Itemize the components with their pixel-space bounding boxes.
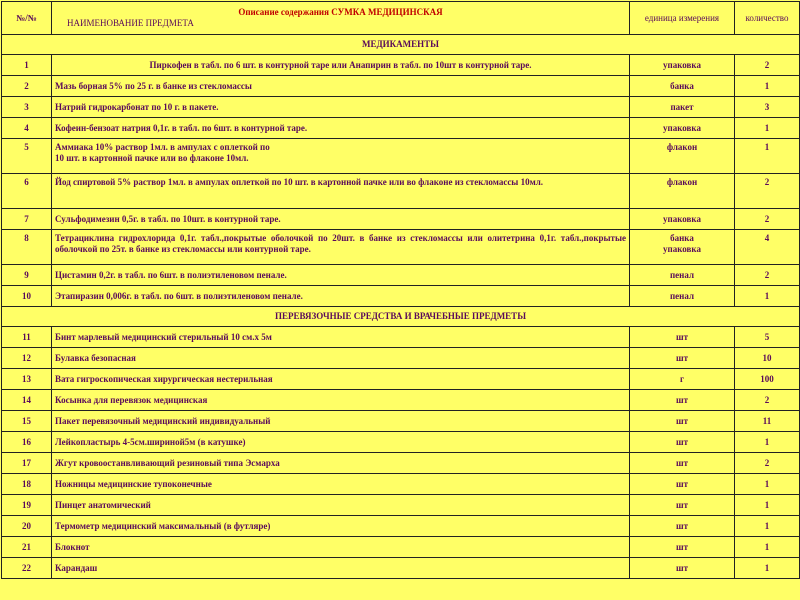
item-unit: банка bbox=[630, 76, 735, 97]
item-name: Косынка для перевязок медицинская bbox=[52, 390, 630, 411]
item-quantity: 1 bbox=[735, 118, 800, 139]
header-unit: единица измерения bbox=[630, 2, 735, 35]
item-name: Кофеин-бензоат натрия 0,1г. в табл. по 6шт. в контурной таре. bbox=[52, 118, 630, 139]
row-number: 4 bbox=[2, 118, 52, 139]
item-quantity: 1 bbox=[735, 558, 800, 579]
item-quantity: 2 bbox=[735, 453, 800, 474]
item-name: Сульфодимезин 0,5г. в табл. по 10шт. в контурной таре. bbox=[52, 209, 630, 230]
table-row bbox=[2, 174, 800, 209]
row-number: 16 bbox=[2, 432, 52, 453]
row-number: 21 bbox=[2, 537, 52, 558]
item-unit: шт bbox=[630, 558, 735, 579]
table-row bbox=[2, 558, 800, 579]
table-row bbox=[2, 327, 800, 348]
row-number: 20 bbox=[2, 516, 52, 537]
item-quantity: 1 bbox=[735, 432, 800, 453]
item-name: Йод спиртовой 5% раствор 1мл. в ампулах оплеткой по 10 шт. в картонной пачке или во флаконе из стекломассы 10мл. bbox=[52, 174, 630, 209]
item-unit: шт bbox=[630, 390, 735, 411]
item-name: Карандаш bbox=[52, 558, 630, 579]
header-qty: количество bbox=[735, 2, 800, 35]
item-unit: флакон bbox=[630, 174, 735, 209]
row-number: 18 bbox=[2, 474, 52, 495]
item-quantity: 10 bbox=[735, 348, 800, 369]
row-number: 14 bbox=[2, 390, 52, 411]
item-unit: шт bbox=[630, 474, 735, 495]
item-unit: шт bbox=[630, 537, 735, 558]
row-number: 1 bbox=[2, 55, 52, 76]
row-number: 13 bbox=[2, 369, 52, 390]
table-row bbox=[2, 97, 800, 118]
item-quantity: 2 bbox=[735, 265, 800, 286]
item-name: Пиркофен в табл. по 6 шт. в контурной таре или Анапирин в табл. по 10шт в контурной таре. bbox=[52, 55, 630, 76]
item-quantity: 2 bbox=[735, 390, 800, 411]
item-quantity: 2 bbox=[735, 209, 800, 230]
row-number: 10 bbox=[2, 286, 52, 307]
item-name: Бинт марлевый медицинский стерильный 10 см.х 5м bbox=[52, 327, 630, 348]
item-quantity: 1 bbox=[735, 474, 800, 495]
table-row bbox=[2, 369, 800, 390]
row-number: 9 bbox=[2, 265, 52, 286]
item-name: Аммиака 10% раствор 1мл. в ампулах с оплеткой по 10 шт. в картонной пачке или во флаконе 10мл. bbox=[52, 139, 630, 174]
table-row bbox=[2, 348, 800, 369]
item-unit: шт bbox=[630, 432, 735, 453]
section-row bbox=[2, 35, 800, 55]
item-name: Блокнот bbox=[52, 537, 630, 558]
item-unit: упаковка bbox=[630, 55, 735, 76]
item-name: Тетрациклина гидрохлорида 0,1г. табл.,покрытые оболочкой по 20шт. в банке из стекломассы или олитетрина 0,1г. табл.,покрытые оболочкой по 25т. в банке из стекломассы или контурной таре. bbox=[52, 230, 630, 265]
item-quantity: 1 bbox=[735, 537, 800, 558]
table-row bbox=[2, 55, 800, 76]
table-row bbox=[2, 390, 800, 411]
item-name: Цистамин 0,2г. в табл. по 6шт. в полиэтиленовом пенале. bbox=[52, 265, 630, 286]
table-row bbox=[2, 139, 800, 174]
item-quantity: 1 bbox=[735, 286, 800, 307]
table-row bbox=[2, 118, 800, 139]
table-row bbox=[2, 474, 800, 495]
item-name: Лейкопластырь 4-5см.шириной5м (в катушке) bbox=[52, 432, 630, 453]
table-row bbox=[2, 265, 800, 286]
table-row bbox=[2, 537, 800, 558]
item-quantity: 2 bbox=[735, 174, 800, 209]
item-quantity: 100 bbox=[735, 369, 800, 390]
item-quantity: 4 bbox=[735, 230, 800, 265]
table-header-row bbox=[2, 2, 800, 35]
row-number: 22 bbox=[2, 558, 52, 579]
row-number: 5 bbox=[2, 139, 52, 174]
table-row bbox=[2, 230, 800, 265]
table-row bbox=[2, 453, 800, 474]
item-name: Пинцет анатомический bbox=[52, 495, 630, 516]
item-name: Мазь борная 5% по 25 г. в банке из стекломассы bbox=[52, 76, 630, 97]
item-unit: шт bbox=[630, 495, 735, 516]
item-unit: банка упаковка bbox=[630, 230, 735, 265]
table-row bbox=[2, 286, 800, 307]
item-unit: упаковка bbox=[630, 209, 735, 230]
header-description-title: Описание содержания СУМКА МЕДИЦИНСКАЯ bbox=[238, 7, 443, 17]
header-name-caption: НАИМЕНОВАНИЕ ПРЕДМЕТА bbox=[67, 18, 194, 28]
row-number: 2 bbox=[2, 76, 52, 97]
item-quantity: 2 bbox=[735, 55, 800, 76]
item-quantity: 5 bbox=[735, 327, 800, 348]
item-unit: пенал bbox=[630, 265, 735, 286]
item-quantity: 1 bbox=[735, 495, 800, 516]
row-number: 15 bbox=[2, 411, 52, 432]
table-row bbox=[2, 411, 800, 432]
section-title: ПЕРЕВЯЗОЧНЫЕ СРЕДСТВА И ВРАЧЕБНЫЕ ПРЕДМЕТЫ bbox=[2, 307, 800, 327]
item-unit: шт bbox=[630, 327, 735, 348]
item-unit: шт bbox=[630, 348, 735, 369]
row-number: 8 bbox=[2, 230, 52, 265]
item-name: Жгут кровоостанвливающий резиновый типа Эсмарха bbox=[52, 453, 630, 474]
row-number: 19 bbox=[2, 495, 52, 516]
row-number: 3 bbox=[2, 97, 52, 118]
row-number: 11 bbox=[2, 327, 52, 348]
medical-bag-table bbox=[1, 1, 800, 579]
header-num: №/№ bbox=[2, 2, 52, 35]
item-quantity: 3 bbox=[735, 97, 800, 118]
item-unit: шт bbox=[630, 516, 735, 537]
item-name: Этапиразин 0,006г. в табл. по 6шт. в полиэтиленовом пенале. bbox=[52, 286, 630, 307]
item-name: Ножницы медицинские тупоконечные bbox=[52, 474, 630, 495]
item-quantity: 11 bbox=[735, 411, 800, 432]
item-name: Вата гигроскопическая хирургическая нестерильная bbox=[52, 369, 630, 390]
table-row bbox=[2, 76, 800, 97]
item-quantity: 1 bbox=[735, 516, 800, 537]
item-unit: флакон bbox=[630, 139, 735, 174]
item-unit: шт bbox=[630, 411, 735, 432]
item-name: Натрий гидрокарбонат по 10 г. в пакете. bbox=[52, 97, 630, 118]
table-row bbox=[2, 516, 800, 537]
table-row bbox=[2, 209, 800, 230]
section-title: МЕДИКАМЕНТЫ bbox=[2, 35, 800, 55]
item-name: Термометр медицинский максимальный (в футляре) bbox=[52, 516, 630, 537]
table-row bbox=[2, 495, 800, 516]
item-unit: пенал bbox=[630, 286, 735, 307]
row-number: 7 bbox=[2, 209, 52, 230]
item-unit: г bbox=[630, 369, 735, 390]
header-description bbox=[52, 2, 630, 35]
table-row bbox=[2, 432, 800, 453]
item-name: Пакет перевязочный медицинский индивидуальный bbox=[52, 411, 630, 432]
item-quantity: 1 bbox=[735, 76, 800, 97]
item-quantity: 1 bbox=[735, 139, 800, 174]
item-unit: упаковка bbox=[630, 118, 735, 139]
section-row bbox=[2, 307, 800, 327]
row-number: 12 bbox=[2, 348, 52, 369]
row-number: 6 bbox=[2, 174, 52, 209]
item-unit: пакет bbox=[630, 97, 735, 118]
row-number: 17 bbox=[2, 453, 52, 474]
item-unit: шт bbox=[630, 453, 735, 474]
item-name: Булавка безопасная bbox=[52, 348, 630, 369]
